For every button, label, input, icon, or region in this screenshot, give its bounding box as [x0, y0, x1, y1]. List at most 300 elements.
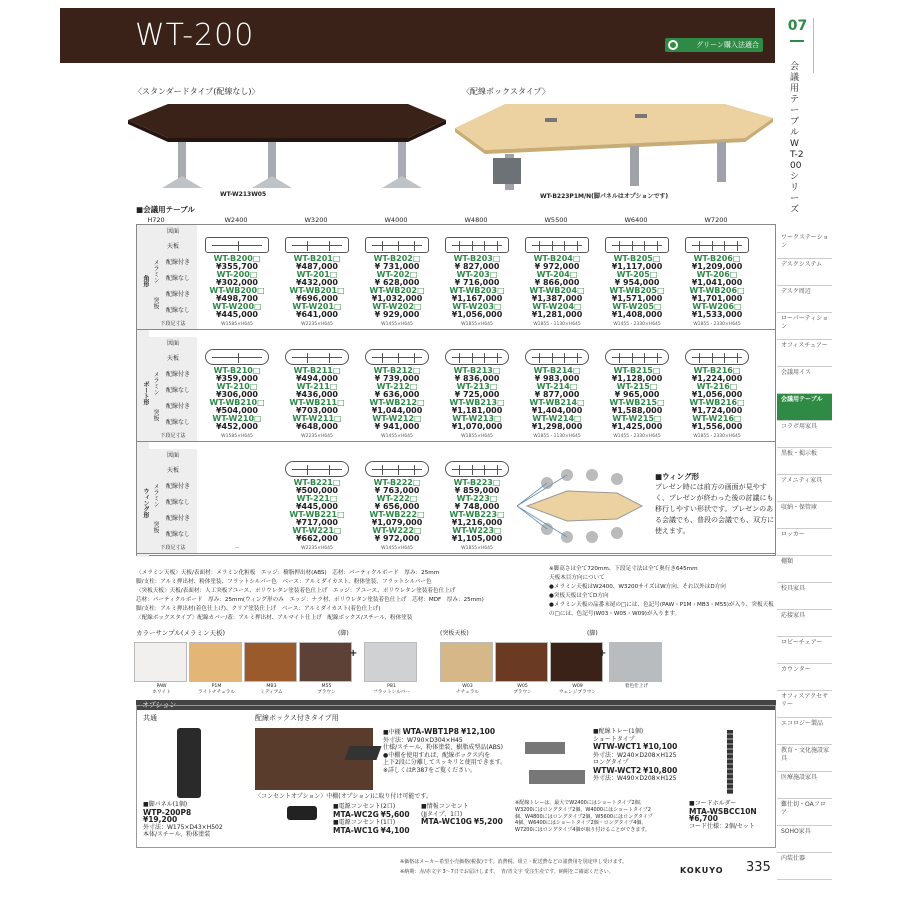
table-cell: [437, 303, 517, 319]
foot-text: W1455×H645: [381, 322, 413, 327]
product-code: WT-B213□: [453, 366, 501, 375]
foot-dimension: [517, 433, 597, 441]
side-nav-item[interactable]: オフィスアクセサリー: [777, 691, 832, 718]
side-nav-item[interactable]: ロビーチェアー: [777, 637, 832, 664]
table-cell: [597, 367, 677, 383]
diagram-leg: [644, 353, 645, 363]
right-note-line: ●メラミン天板の品番末尾の□には、色記号(PAW・P1M・MB3・M55)が入り、突板天板の□には、色記号(W03・W05・W09)が入ります。: [549, 602, 774, 617]
product-price: ¥359,000: [215, 374, 258, 384]
product-price: ¥1,056,000: [691, 390, 743, 400]
side-nav-item[interactable]: 医療施設家具: [777, 772, 832, 799]
diagram-leg: [484, 465, 485, 475]
swatch-label: [189, 684, 244, 696]
wing-diagram: [517, 461, 652, 551]
product-price: ¥1,298,000: [531, 422, 583, 432]
diagram-leg: [539, 241, 540, 251]
side-nav-item[interactable]: 会議用イス: [777, 367, 832, 394]
diagram-leg: [307, 465, 308, 475]
product-code: WT-W202□: [372, 302, 422, 311]
footer-line1: ※価格はメーカー希望小売価格(税抜)です。消費税、組立・配送費などの諸費用を別途申し受けます。: [400, 859, 628, 865]
foot-dimension: [277, 433, 357, 441]
product-price: ¥306,000: [215, 390, 258, 400]
table-cell: [597, 415, 677, 431]
options-section: [136, 705, 776, 848]
side-nav-item[interactable]: 黒板・掲示板: [777, 448, 832, 475]
product-price: ¥1,209,000: [691, 262, 743, 272]
table-cell: [357, 271, 437, 287]
table-cell: [597, 255, 677, 271]
table-cell: [197, 271, 277, 287]
foot-dimension: [197, 545, 277, 553]
swatch-label: [440, 684, 495, 696]
product-code: WT-W222□: [372, 526, 422, 535]
product-price: ¥ 836,000: [454, 374, 500, 384]
table-cell: [277, 479, 357, 495]
product-code: WT-B211□: [293, 366, 341, 375]
product-code: WT-W216□: [692, 414, 742, 423]
table-cell: [677, 415, 757, 431]
swatch-name: ホワイト: [152, 690, 171, 695]
table-cell: [277, 287, 357, 303]
table-cell: [677, 383, 757, 399]
width-header: W2400: [224, 216, 248, 224]
product-price: ¥1,425,000: [611, 422, 663, 432]
diagram-line: [292, 357, 342, 358]
product-price: ¥ 827,000: [454, 262, 500, 272]
section-label: 角形: [137, 225, 149, 337]
diagram-leg: [307, 353, 308, 363]
diagram-leg: [459, 465, 460, 475]
foot-dimension: [517, 321, 597, 329]
side-nav-item[interactable]: カウンター: [777, 664, 832, 691]
swatch-label: [364, 684, 419, 696]
table-cell: [277, 415, 357, 431]
product-code: WT-W205□: [612, 302, 662, 311]
product-code: WT-210□: [216, 382, 258, 391]
spec-note-line: 〈メラミン天板〉天板/表面材：メラミン化粧板 エッジ：樹脂押出材(ABS) 芯材：パーティクルボード 厚み：25mm: [136, 570, 440, 576]
standard-table-image: [128, 98, 458, 198]
product-code: WT-W213□: [452, 414, 502, 423]
holder-info: ■コードホルダー MTA-WSBCC10N ¥6,700 コード仕様：2個/セット: [689, 800, 757, 830]
table-cell: [677, 271, 757, 287]
diagram-leg: [619, 241, 620, 251]
foot-dimension: [437, 321, 517, 329]
product-code: WT-B200□: [213, 254, 261, 263]
material-label: 突板: [149, 287, 159, 319]
product-code: WT-W211□: [292, 414, 342, 423]
info-outlet: ■情報コンセント (JJタイプ、1口) MTA-WC10G ¥5,200: [421, 803, 503, 826]
product-price: ¥494,000: [295, 374, 338, 384]
row-label-plan: 図面: [149, 449, 197, 463]
swatch-code: W03: [462, 684, 473, 689]
right-note-line: ●メラミン天板はW2400、W3200サイズはW方向、それ以外はD方向: [549, 584, 726, 590]
table-cell: [517, 399, 597, 415]
product-code: WT-B222□: [373, 478, 421, 487]
table-cell: [597, 271, 677, 287]
table-cell: [517, 383, 597, 399]
side-nav-item[interactable]: オフィスチェアー: [777, 340, 832, 367]
product-code: WT-206□: [696, 270, 738, 279]
swatch-label: カラーサンプル(メラミン天板): [136, 629, 225, 637]
color-swatch: [550, 642, 603, 682]
diagram-leg: [472, 353, 473, 363]
product-price: ¥ 941,000: [374, 422, 420, 432]
swatch-name: ナチュラル: [455, 690, 480, 695]
table-cell: [277, 399, 357, 415]
product-code: WT-B205□: [613, 254, 661, 263]
side-nav-item[interactable]: ローパーティション: [777, 313, 832, 340]
product-code: WT-W215□: [612, 414, 662, 423]
foot-dimension: [277, 545, 357, 553]
swatch-name: ブラウン: [317, 690, 336, 695]
row-label-plan: 図面: [149, 337, 197, 351]
product-price: ¥1,408,000: [611, 310, 663, 320]
product-code: WT-B204□: [533, 254, 581, 263]
product-price: ¥1,533,000: [691, 310, 743, 320]
diagram-leg: [497, 353, 498, 363]
diagram-leg: [577, 241, 578, 251]
diagram-line: [212, 357, 262, 358]
box-type-label: 配線ボックス付きタイプ用: [255, 714, 339, 722]
product-code: WT-B214□: [533, 366, 581, 375]
foot-text: W1455×H645: [381, 434, 413, 439]
right-image-caption: 〈配線ボックスタイプ〉: [462, 87, 550, 96]
leg-label-1: (脚): [338, 630, 349, 637]
diagram-leg: [484, 241, 485, 251]
table-cell: [597, 383, 677, 399]
plus-sign: +: [349, 648, 358, 659]
table-cell: [517, 287, 597, 303]
table-diagram: [365, 349, 429, 365]
foot-dimension: [357, 433, 437, 441]
product-price: ¥ 972,000: [534, 262, 580, 272]
diagram-leg: [577, 353, 578, 363]
product-code: WT-W210□: [212, 414, 262, 423]
material-label: メラミン: [149, 255, 159, 287]
diagram-leg: [459, 353, 460, 363]
side-nav-item[interactable]: デスク周辺: [777, 286, 832, 313]
side-nav-item[interactable]: ロッカー: [777, 529, 832, 556]
side-nav-item[interactable]: 教育・文化施設家具: [777, 745, 832, 772]
side-nav-item[interactable]: ワークステーション: [777, 232, 832, 259]
product-code: WT-WB214□: [529, 398, 585, 407]
row-label-without: 配線なし: [159, 495, 197, 511]
color-swatch: [609, 642, 662, 682]
foot-text: —: [234, 546, 240, 551]
right-note-line: ●突板天板は全てD方向: [549, 593, 609, 599]
section-label: ウィング形: [137, 449, 149, 557]
product-code: WT-204□: [536, 270, 578, 279]
side-nav-item[interactable]: コラボ用家具: [777, 421, 832, 448]
product-code: WT-200□: [216, 270, 258, 279]
foot-text: W1855×H645: [461, 434, 493, 439]
diagram-leg: [552, 241, 553, 251]
chapter-title: 会議用テーブルWT-200シリーズ: [790, 62, 804, 215]
mid-tray-info: ■中棚 WTA-WBT1P8 ¥12,100 外寸法：W790×D304×H45 仕様/スチール、粉体塗装、樹脂成型品(ABS) ●中棚を使用すれば、配線ボックス内を 上下2段に分離してスッキリと使用できます。 ※詳しくはP.387をご覧ください。: [383, 727, 507, 774]
right-note-line: 天板木目方向について: [549, 575, 605, 581]
product-code: WT-WB221□: [289, 510, 345, 519]
table-cell: [517, 255, 597, 271]
table-cell: [677, 303, 757, 319]
product-code: WT-221□: [296, 494, 338, 503]
table-cell: [677, 287, 757, 303]
diagram-leg: [398, 465, 399, 475]
swatch-code: P81: [387, 684, 396, 689]
tray-note-line: W3200にはロングタイプ2個、W4000にはショートタイプ2: [515, 806, 651, 813]
diagram-leg: [497, 241, 498, 251]
product-price: ¥648,000: [295, 422, 338, 432]
table-cell: [677, 399, 757, 415]
tray-note-line: 個、W4800にはロングタイプ2個、W5600にはロングタイプ: [515, 813, 653, 820]
table-title: ■会議用テーブル: [136, 205, 195, 214]
product-code: WT-201□: [296, 270, 338, 279]
color-swatch: [440, 642, 493, 682]
table-cell: [277, 367, 357, 383]
footer-line2: ※納期：赤/赤文字 3〜7日でお届けします。 青/青文字 受注生産です。納期をご確認ください。: [400, 869, 614, 875]
table-cell: [517, 367, 597, 383]
table-diagram: [605, 349, 669, 365]
color-swatch: [364, 642, 417, 682]
product-code: WT-215□: [616, 382, 658, 391]
leg-label-2: (脚): [587, 630, 598, 637]
row-label-without: 配線なし: [159, 415, 197, 431]
product-code: WT-W200□: [212, 302, 262, 311]
product-price: ¥1,387,000: [531, 294, 583, 304]
product-code: WT-203□: [456, 270, 498, 279]
side-nav-item[interactable]: SOHO家具: [777, 826, 832, 853]
product-code: WT-WB205□: [609, 286, 665, 295]
row-label-with: 配線付き: [159, 367, 197, 383]
table-cell: [437, 415, 517, 431]
table-diagram: [445, 461, 509, 477]
foot-dimension: [677, 433, 757, 441]
swatch-name: 着色仕上げ: [624, 684, 649, 689]
product-code: WT-WB210□: [209, 398, 265, 407]
product-code: WT-WB211□: [289, 398, 345, 407]
color-swatch: [495, 642, 548, 682]
swatch-code: P1M: [211, 684, 222, 689]
diagram-leg: [497, 465, 498, 475]
color-swatch: [189, 642, 242, 682]
product-price: ¥1,056,000: [451, 310, 503, 320]
side-nav-item[interactable]: 内装仕器: [777, 853, 832, 880]
diagram-leg: [724, 353, 725, 363]
table-cell: [197, 255, 277, 271]
width-header: W6400: [624, 216, 648, 224]
width-header: W7200: [704, 216, 728, 224]
swatch-label: [299, 684, 354, 696]
side-nav-item[interactable]: 会議用テーブル: [777, 394, 832, 421]
product-price: ¥ 954,000: [614, 278, 660, 288]
spec-notes: [136, 569, 546, 623]
product-code: WT-WB203□: [449, 286, 505, 295]
foot-dimension: [277, 321, 357, 329]
product-price: ¥ 731,000: [374, 262, 420, 272]
foot-dimension: [597, 321, 677, 329]
foot-dimension: [437, 433, 517, 441]
color-swatch: [244, 642, 297, 682]
product-price: ¥717,000: [295, 518, 338, 528]
foot-text: W1855・2330×H645: [693, 434, 741, 439]
product-code: WT-WB206□: [689, 286, 745, 295]
right-note-line: ※脚高さは全て720mm、下段足寸法は全て奥行き645mm: [549, 566, 698, 572]
tray-note-line: W7200にはロングタイプ4個が取り付けることができます。: [515, 827, 651, 834]
product-code: WT-WB215□: [609, 398, 665, 407]
foot-text: W1855・2330×H645: [693, 322, 741, 327]
foot-text: W1855×H645: [461, 322, 493, 327]
foot-text: W1855・1130×H645: [533, 322, 581, 327]
product-price: ¥703,000: [295, 406, 338, 416]
product-code: WT-222□: [376, 494, 418, 503]
section-divider: [137, 441, 775, 442]
product-code: WT-W206□: [692, 302, 742, 311]
diagram-leg: [382, 241, 383, 251]
foot-text: W1455×H645: [381, 546, 413, 551]
outlet2-info: ■電源コンセント(2口) MTA-WC2G ¥5,600 ■電源コンセント(1口) MTA-WC1G ¥4,100: [333, 803, 410, 835]
section-divider: [137, 329, 775, 330]
table-diagram: [525, 349, 589, 365]
product-price: ¥1,556,000: [691, 422, 743, 432]
diagram-leg: [724, 241, 725, 251]
side-nav-item[interactable]: 収納・保管庫: [777, 502, 832, 529]
product-price: ¥500,000: [295, 486, 338, 496]
product-price: ¥1,032,000: [371, 294, 423, 304]
left-model: WT-W213W05: [220, 191, 267, 198]
box-table-image: [455, 98, 775, 198]
foot-text: W1855・1130×H645: [533, 434, 581, 439]
table-diagram: [365, 237, 429, 253]
side-nav-item[interactable]: デスクシステム: [777, 259, 832, 286]
product-price: ¥1,079,000: [371, 518, 423, 528]
table-diagram: [685, 349, 749, 365]
options-header: オプション: [136, 700, 776, 710]
green-purchase-badge: グリーン購入法適合: [665, 38, 763, 52]
spec-note-line: 芯材：パーティクルボード 厚み：25mm(ウィング形のみ エッジ：ナラ材、ポリウレタン塗装着色仕上げ 芯材：MDF 厚み：25mm): [136, 597, 484, 603]
side-nav-item[interactable]: 難仕切・OAフロア: [777, 799, 832, 826]
foot-dimension: [357, 545, 437, 553]
product-code: WT-B201□: [293, 254, 341, 263]
diagram-line: [212, 245, 262, 246]
product-code: WT-213□: [456, 382, 498, 391]
width-header: W4000: [384, 216, 408, 224]
product-code: WT-B223□: [453, 478, 501, 487]
leg-panel-image: [177, 728, 201, 798]
brand-logo: KOKUYO: [680, 866, 724, 875]
table-cell: [357, 303, 437, 319]
product-price: ¥ 656,000: [374, 502, 420, 512]
diagram-leg: [329, 353, 330, 363]
product-price: ¥1,216,000: [451, 518, 503, 528]
product-price: ¥1,181,000: [451, 406, 503, 416]
foot-text: W2235×H645: [301, 322, 333, 327]
diagram-leg: [472, 241, 473, 251]
product-price: ¥1,571,000: [611, 294, 663, 304]
foot-text: W2235×H645: [301, 546, 333, 551]
product-code: WT-211□: [296, 382, 338, 391]
spec-note-line: 〈配線ボックスタイプ〉配線カバー/蓋：アルミ押出材、アルマイト仕上げ 配線ボックス/スチール、粉体塗装: [136, 615, 413, 621]
wing-illustration: [515, 455, 779, 555]
table-diagram: [445, 237, 509, 253]
product-code: WT-B215□: [613, 366, 661, 375]
width-header: W3200: [304, 216, 328, 224]
material-label: メラミン: [149, 367, 159, 399]
spec-note-line: 脚/支柱：アルミ押出材、粉体塗装、フラットシルバー色 ベース：アルミダイカスト、粉体塗装、フラットシルバー色: [136, 579, 432, 585]
table-diagram: [285, 237, 349, 253]
table-cell: [357, 479, 437, 495]
table-cell: [437, 367, 517, 383]
product-price: ¥ 877,000: [534, 390, 580, 400]
table-cell: [357, 255, 437, 271]
product-price: ¥302,000: [215, 278, 258, 288]
swatch-label: [244, 684, 299, 696]
diagram-leg: [632, 241, 633, 251]
product-code: WT-214□: [536, 382, 578, 391]
foot-dimension: [197, 321, 277, 329]
side-nav-item[interactable]: エコロジー製品: [777, 718, 832, 745]
table-diagram: [285, 349, 349, 365]
foot-dimension: [437, 545, 517, 553]
product-code: WT-W223□: [452, 526, 502, 535]
foot-text: W1585×H645: [221, 434, 253, 439]
table-cell: [357, 383, 437, 399]
product-code: WT-WB200□: [209, 286, 265, 295]
page-title: WT-200: [135, 18, 255, 53]
diagram-leg: [329, 465, 330, 475]
diagram-leg: [699, 241, 700, 251]
tray-note: [515, 800, 653, 834]
product-code: WT-W212□: [372, 414, 422, 423]
row-label-with: 配線付き: [159, 399, 197, 415]
side-nav-item[interactable]: 棚類: [777, 556, 832, 583]
table-cell: [437, 527, 517, 543]
side-nav-item[interactable]: 応接家具: [777, 610, 832, 637]
foot-text: W2235×H645: [301, 434, 333, 439]
product-price: ¥ 972,000: [374, 534, 420, 544]
swatch-name: フラットシルバー: [373, 690, 410, 695]
swatch-code: PAW: [156, 684, 167, 689]
diagram-leg: [737, 241, 738, 251]
table-cell: [677, 367, 757, 383]
panel-info: ■脚パネル(1個) WTP-200P8 ¥19,200 外寸法：W175×D43×H502 本体/スチール、粉体塗装: [143, 801, 223, 838]
table-cell: [517, 303, 597, 319]
diagram-leg: [414, 241, 415, 251]
swatch-code: W09: [572, 684, 583, 689]
table-cell: [677, 255, 757, 271]
spec-note-line: 脚/支柱：アルミ押出材(着色仕上げ)、クリア塗装仕上げ ベース：アルミダイカスト(着色仕上げ): [136, 606, 381, 612]
table-cell: [277, 271, 357, 287]
diagram-leg: [414, 353, 415, 363]
plus-sign-2: +: [598, 648, 607, 659]
table-cell: [597, 287, 677, 303]
table-cell: [277, 511, 357, 527]
diagram-leg: [238, 353, 239, 363]
swatch-label: [495, 684, 550, 696]
product-code: WT-205□: [616, 270, 658, 279]
diagram-leg: [712, 241, 713, 251]
green-mark-icon: [668, 40, 678, 50]
cord-holder-image: [727, 730, 733, 794]
product-price: ¥487,000: [295, 262, 338, 272]
product-price: ¥641,000: [295, 310, 338, 320]
side-nav-item[interactable]: 校具家具: [777, 583, 832, 610]
product-price: ¥ 965,000: [614, 390, 660, 400]
foot-text: W1855×H645: [461, 546, 493, 551]
side-nav-item[interactable]: アメニティ家具: [777, 475, 832, 502]
product-price: ¥1,117,000: [611, 262, 663, 272]
product-price: ¥662,000: [295, 534, 338, 544]
product-code: WT-W203□: [452, 302, 502, 311]
diagram-leg: [632, 353, 633, 363]
